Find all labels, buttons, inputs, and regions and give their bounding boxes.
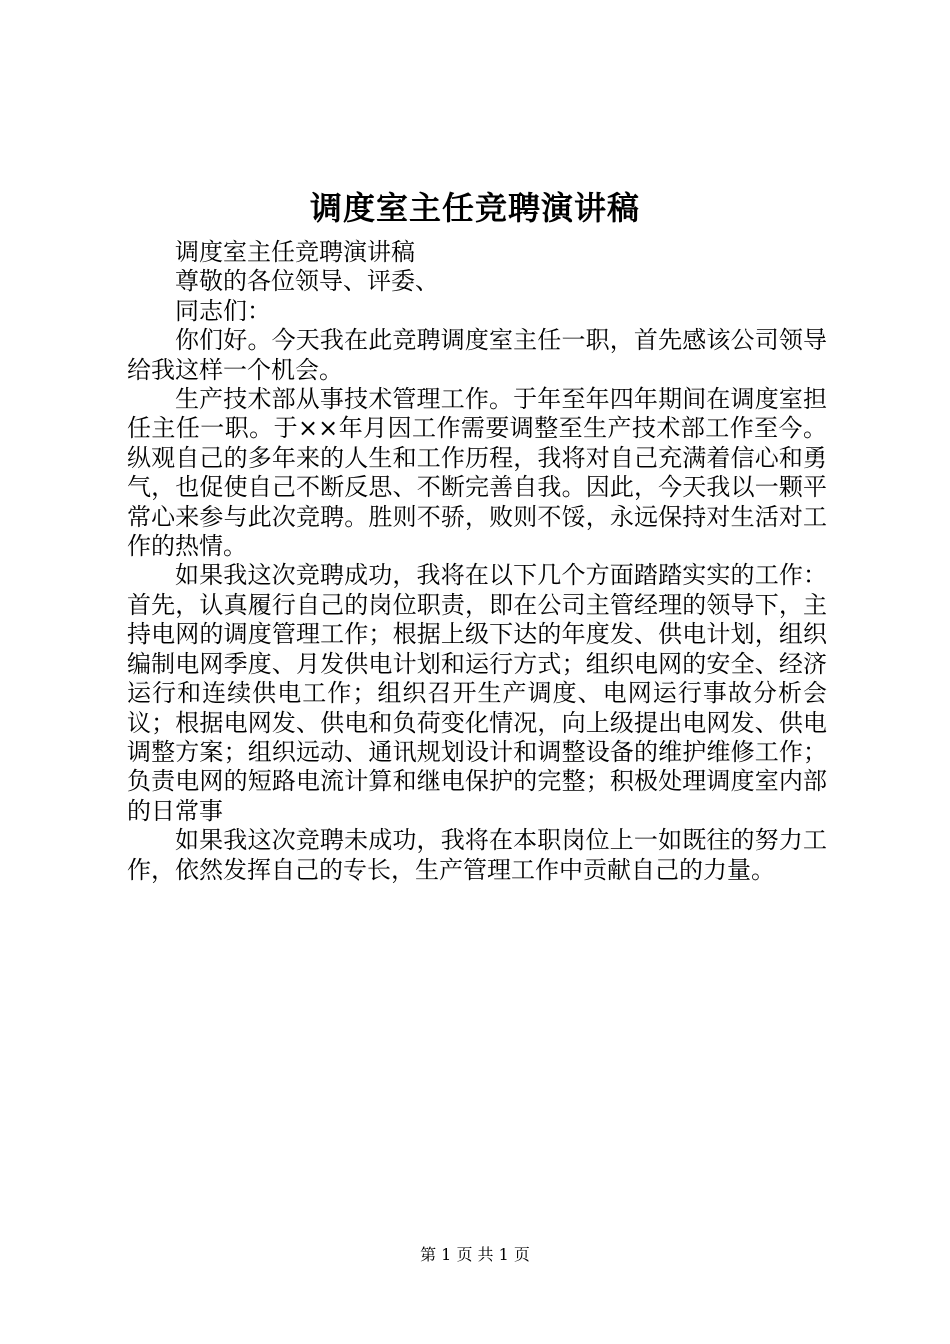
paragraph-subtitle: 调度室主任竞聘演讲稿	[175, 238, 415, 266]
paragraph-background: 生产技术部从事技术管理工作。于年至年四年期间在调度室担任主任一职。于××年月因工作需要调整至生产技术部工作至今。纵观自己的多年来的人生和工作历程，我将对自己充满着信心和勇气，也促使自己不断反思、不断完善自我。因此，今天我以一颗平常心来参与此次竞聘。胜则不骄，败则不馁，永远保持对生活对工作的热情。	[127, 385, 827, 561]
paragraph-salutation-2: 同志们：	[175, 296, 271, 325]
paragraph-salutation: 尊敬的各位领导、评委、	[175, 267, 439, 296]
paragraph-greeting: 你们好。今天我在此竞聘调度室主任一职，首先感该公司领导给我这样一个机会。	[127, 326, 827, 384]
paragraph-plan-success: 如果我这次竞聘成功，我将在以下几个方面踏踏实实的工作：首先，认真履行自己的岗位职责，即在公司主管经理的领导下，主持电网的调度管理工作；根据上级下达的年度发、供电计划，组织编制电网季度、月发供电计划和运行方式；组织电网的安全、经济运行和连续供电工作；组织召开生产调度、电网运行事故分析会议；根据电网发、供电和负荷变化情况，向上级提出电网发、供电调整方案；组织远动、通讯规划设计和调整设备的维护维修工作；负责电网的短路电流计算和继电保护的完整；积极处理调度室内部的日常事	[127, 561, 827, 825]
paragraph-plan-failure: 如果我这次竞聘未成功，我将在本职岗位上一如既往的努力工作，依然发挥自己的专长，生产管理工作中贡献自己的力量。	[127, 826, 827, 884]
document-body	[127, 238, 827, 885]
page-footer: 第 1 页 共 1 页	[420, 1245, 530, 1264]
document-title: 调度室主任竞聘演讲稿	[309, 189, 640, 227]
